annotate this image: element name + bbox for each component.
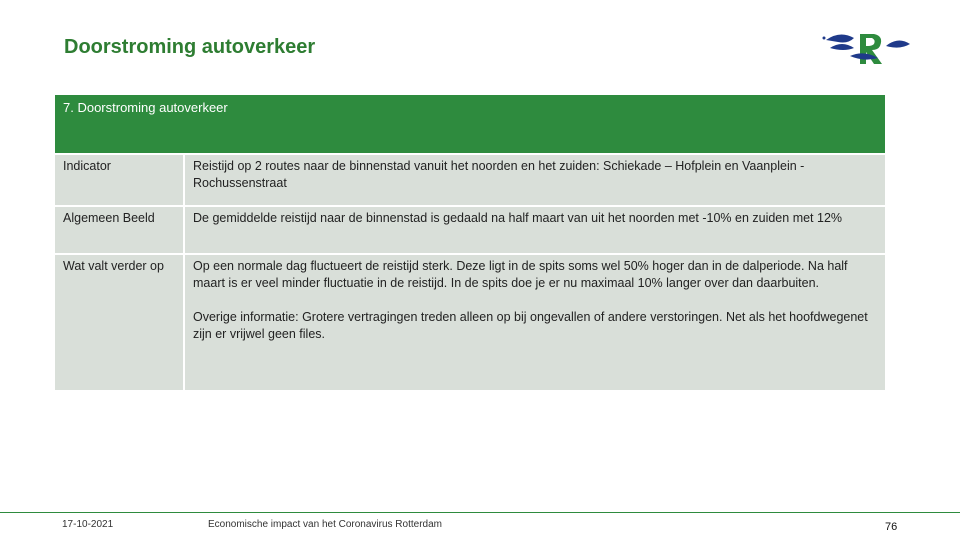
row-label: Wat valt verder op [55, 255, 185, 390]
row-text [185, 155, 885, 205]
row-paragraph: Op een normale dag fluctueert de reistijd sterk. Deze ligt in de spits soms wel 50% hoger dan in de dalperiode. Na half maart is er veel minder fluctuatie in de reistijd. In de spits doe je er nu maximaal 10% langer over dan daarbuiten. [193, 259, 848, 290]
table-heading: 7. Doorstroming autoverkeer [55, 95, 885, 153]
table-row [55, 253, 885, 390]
footer-divider [0, 512, 960, 513]
row-text [185, 207, 885, 253]
page-title: Doorstroming autoverkeer [64, 36, 316, 58]
table-row [55, 153, 885, 205]
row-paragraph: Overige informatie: Grotere vertragingen treden alleen op bij ongevallen of andere verstoringen. Net als het hoofdwegenet zijn er vrijwel geen files. [193, 310, 868, 341]
footer-date: 17-10-2021 [62, 519, 114, 530]
row-text [185, 255, 885, 390]
rotterdam-logo-icon [820, 26, 912, 70]
page-number: 76 [885, 521, 898, 533]
row-paragraph: De gemiddelde reistijd naar de binnenstad is gedaald na half maart van uit het noorden met -10% en zuiden met 12% [193, 211, 843, 225]
row-label: Algemeen Beeld [55, 207, 185, 253]
indicator-table [55, 95, 885, 390]
row-label: Indicator [55, 155, 185, 205]
row-paragraph: Reistijd op 2 routes naar de binnenstad vanuit het noorden en het zuiden: Schiekade – Hofplein en Vaanplein - Rochussenstraat [193, 159, 805, 190]
table-row [55, 205, 885, 253]
footer-title: Economische impact van het Coronavirus Rotterdam [208, 519, 442, 530]
